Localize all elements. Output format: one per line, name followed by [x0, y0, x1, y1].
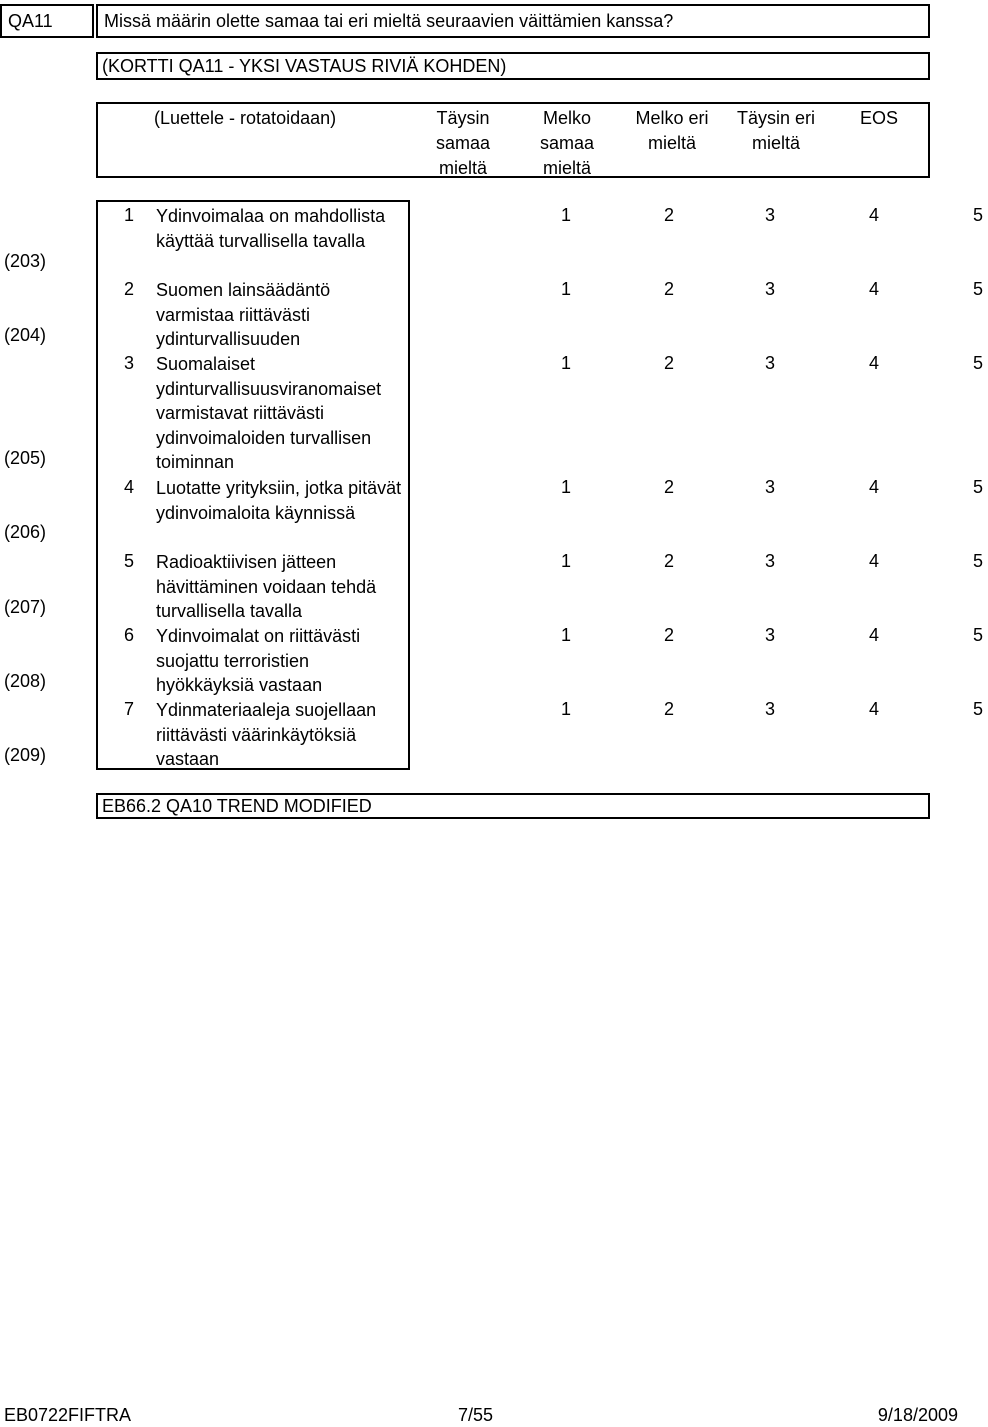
answer-code: 3 [764, 625, 775, 645]
question-text: Missä määrin olette samaa tai eri mieltä seuraavien väittämien kanssa? [104, 11, 674, 31]
answer-code: 5 [972, 477, 983, 497]
scale-label-5: EOS [859, 108, 898, 128]
answer-code: 2 [663, 205, 674, 225]
answer-code: 2 [663, 477, 674, 497]
answer-code: 1 [560, 625, 571, 645]
variable-code: (204) [4, 325, 47, 345]
scale-header [96, 102, 930, 178]
item-number: 6 [123, 625, 134, 645]
item-number: 7 [123, 699, 134, 719]
answer-code: 3 [764, 551, 775, 571]
answer-code: 5 [972, 699, 983, 719]
item-number: 3 [123, 353, 134, 373]
answer-code: 3 [764, 477, 775, 497]
scale-label-1: Täysin samaa mieltä [435, 108, 491, 178]
answer-code: 1 [560, 477, 571, 497]
answer-code: 5 [972, 353, 983, 373]
answer-code: 2 [663, 353, 674, 373]
answer-code: 4 [868, 205, 879, 225]
answer-code: 4 [868, 353, 879, 373]
answer-code: 1 [560, 205, 571, 225]
answer-code: 4 [868, 625, 879, 645]
answer-code: 4 [868, 551, 879, 571]
item-text: Ydinvoimalat on riittävästi suojattu terroristien hyökkäyksiä vastaan [156, 626, 361, 696]
answer-code: 2 [663, 625, 674, 645]
answer-code: 4 [868, 279, 879, 299]
question-id: QA11 [8, 11, 53, 31]
variable-code: (203) [4, 251, 47, 271]
scale-label-4: Täysin eri mieltä [736, 108, 816, 153]
variable-code: (209) [4, 745, 47, 765]
item-number: 1 [123, 205, 134, 225]
answer-code: 3 [764, 279, 775, 299]
instruction-label: (Luettele - rotatoidaan) [154, 108, 337, 128]
variable-code: (208) [4, 671, 47, 691]
answer-code: 3 [764, 353, 775, 373]
item-text: Ydinvoimalaa on mahdollista käyttää turvallisella tavalla [156, 206, 386, 251]
variable-code: (205) [4, 448, 47, 468]
question-id-box [0, 4, 94, 38]
variable-code: (207) [4, 597, 47, 617]
answer-code: 2 [663, 551, 674, 571]
answer-code: 5 [972, 279, 983, 299]
scale-label-3: Melko eri mieltä [635, 108, 709, 153]
scale-label-2: Melko samaa mieltä [539, 108, 595, 178]
item-text: Radioaktiivisen jätteen hävittäminen voidaan tehdä turvallisella tavalla [156, 552, 377, 622]
answer-code: 5 [972, 551, 983, 571]
answer-code: 3 [764, 205, 775, 225]
footer-doc-id: EB0722FIFTRA [4, 1405, 132, 1425]
answer-code: 1 [560, 279, 571, 299]
item-number: 4 [123, 477, 134, 497]
answer-code: 4 [868, 477, 879, 497]
footer-date: 9/18/2009 [877, 1405, 958, 1425]
variable-code: (206) [4, 522, 47, 542]
item-text: Suomen lainsäädäntö varmistaa riittävästi ydinturvallisuuden [156, 280, 331, 350]
item-number: 2 [123, 279, 134, 299]
trend-note-box [96, 793, 930, 819]
answer-code: 5 [972, 625, 983, 645]
card-instruction-box [96, 52, 930, 80]
item-text: Ydinmateriaaleja suojellaan riittävästi väärinkäytöksiä vastaan [156, 700, 377, 770]
items-table [96, 200, 983, 770]
card-instruction: (KORTTI QA11 - YKSI VASTAUS RIVIÄ KOHDEN) [102, 56, 507, 76]
trend-note: EB66.2 QA10 TREND MODIFIED [102, 796, 372, 816]
footer-page-number: 7/55 [458, 1405, 494, 1425]
answer-code: 5 [972, 205, 983, 225]
answer-code: 1 [560, 699, 571, 719]
answer-code: 2 [663, 699, 674, 719]
item-text: Suomalaiset ydinturvallisuusviranomaiset varmistavat riittävästi ydinvoimaloiden turvallisen toiminnan [156, 354, 382, 473]
answer-code: 1 [560, 353, 571, 373]
answer-code: 2 [663, 279, 674, 299]
answer-code: 3 [764, 699, 775, 719]
answer-code: 4 [868, 699, 879, 719]
answer-code: 1 [560, 551, 571, 571]
item-number: 5 [123, 551, 134, 571]
item-text: Luotatte yrityksiin, jotka pitävät ydinvoimaloita käynnissä [156, 478, 402, 523]
question-text-box [96, 4, 930, 38]
